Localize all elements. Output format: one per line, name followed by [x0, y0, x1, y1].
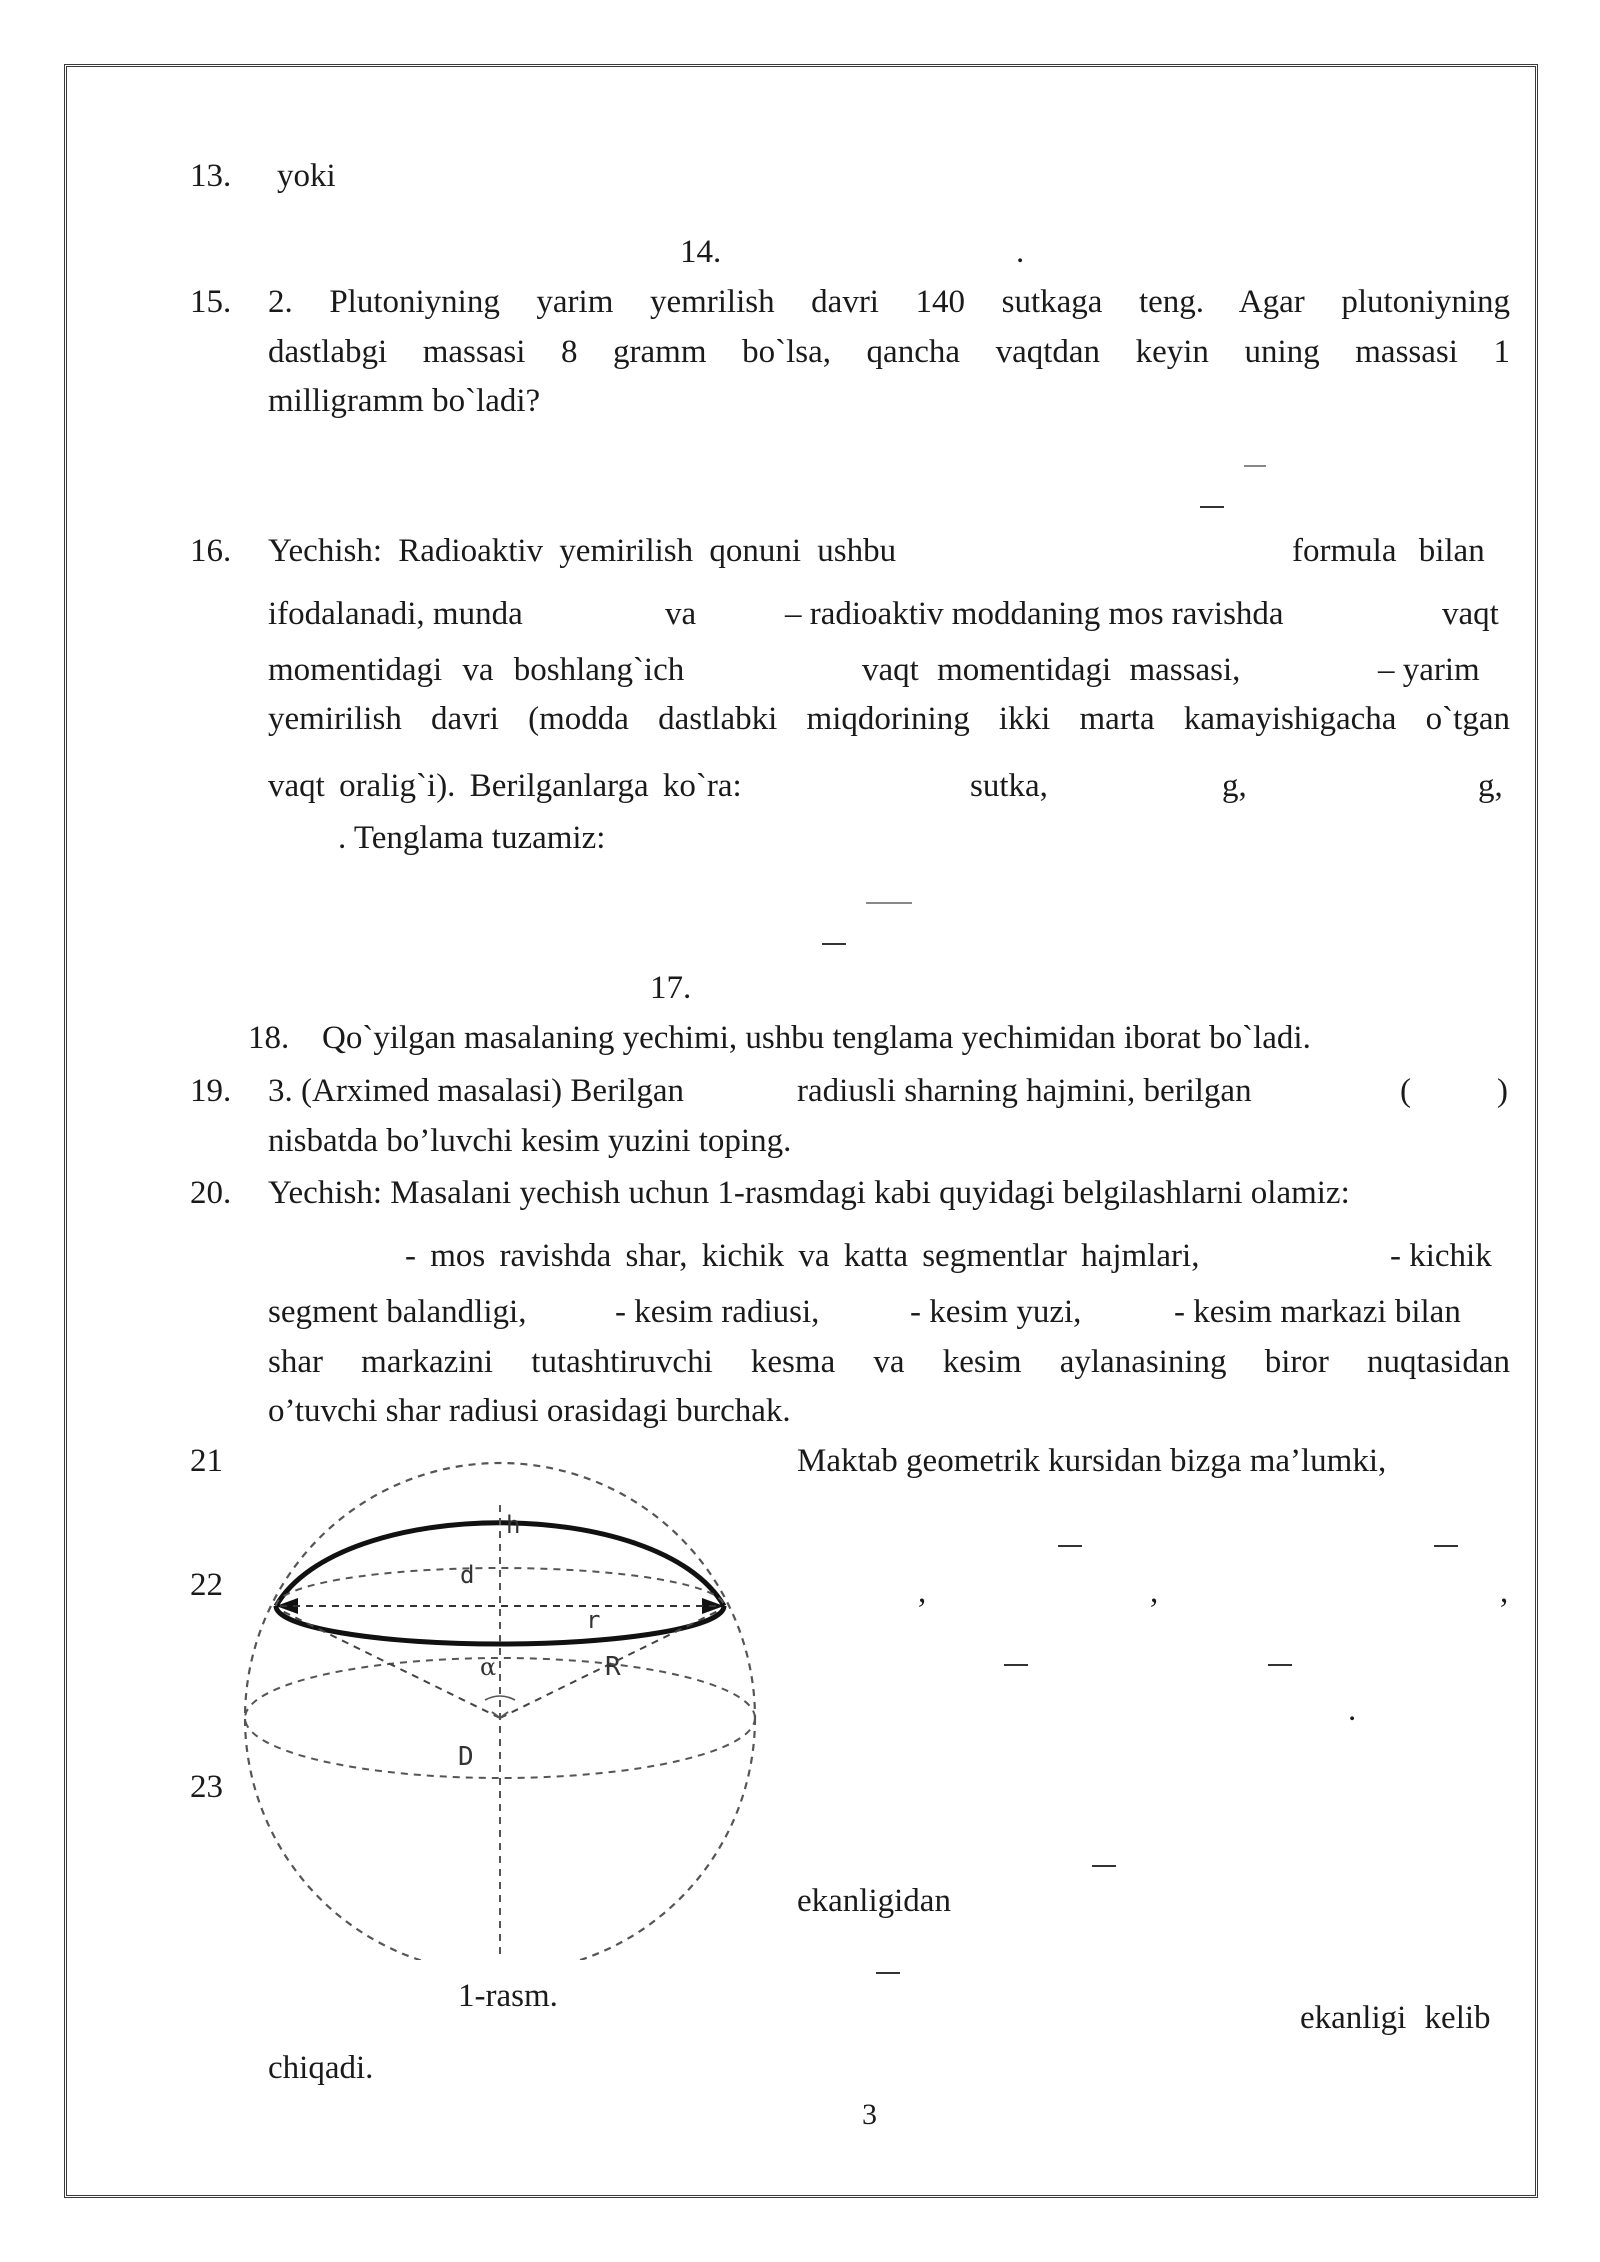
line-number-23: 23	[190, 1769, 223, 1805]
fraction-bar	[876, 1972, 900, 1974]
label-R: R	[605, 1652, 621, 1682]
solution-2-line-1: Yechish: Masalani yechish uchun 1-rasmdagi kabi quyidagi belgilashlarni olamiz:	[268, 1175, 1350, 1211]
line-number-15: 15.	[190, 284, 232, 320]
label-d: d	[460, 1561, 475, 1589]
figure-caption: 1-rasm.	[458, 1978, 558, 2014]
fraction-bar	[1200, 506, 1224, 508]
solution-1-line-3c: – yarim	[1378, 652, 1480, 688]
problem-3-line-1d: )	[1497, 1073, 1508, 1109]
solution-2-line-4: shar markazini tutashtiruvchi kesma va kesim aylanasining biror nuqtasidan	[268, 1344, 1510, 1380]
text-chiqadi: chiqadi.	[268, 2050, 374, 2086]
solution-2-line-5: o’tuvchi shar radiusi orasidagi burchak.	[268, 1393, 791, 1429]
solution-1-part-a: Yechish: Radioaktiv yemirilish qonuni ushbu	[268, 533, 897, 569]
solution-1-line-3b: vaqt momentidagi massasi,	[862, 652, 1241, 688]
problem-2-line-2: dastlabgi massasi 8 gramm bo`lsa, qancha vaqtdan keyin uning massasi 1	[268, 334, 1510, 370]
label-h: h	[506, 1511, 521, 1539]
line-number-19: 19.	[190, 1073, 232, 1109]
solution-2-line-3b: - kesim radiusi,	[615, 1294, 820, 1330]
solution-2-line-3c: - kesim yuzi,	[910, 1294, 1082, 1330]
problem-3-line-2: nisbatda bo’luvchi kesim yuzini toping.	[268, 1123, 792, 1159]
radius-line-left	[280, 1610, 500, 1718]
line-number-18: 18.	[248, 1020, 290, 1056]
problem-2-line-1: 2. Plutoniyning yarim yemrilish davri 140 sutkaga teng. Agar plutoniyning	[268, 284, 1510, 320]
text-ekanligidan: ekanligidan	[797, 1883, 951, 1919]
formula-comma: ,	[1500, 1574, 1509, 1610]
solution-1-line-2c: – radioaktiv moddaning mos ravishda	[785, 596, 1284, 632]
problem-3-line-1a: 3. (Arximed masalasi) Berilgan	[268, 1073, 685, 1109]
solution-2-line-3d: - kesim markazi bilan	[1174, 1294, 1461, 1330]
solution-2-line-3a: segment balandligi,	[268, 1294, 527, 1330]
solution-1-line-5a: vaqt oralig`i). Berilganlarga ko`ra:	[268, 768, 742, 804]
solution-2-line-2a: - mos ravishda shar, kichik va katta segmentlar hajmlari,	[405, 1238, 1200, 1274]
fraction-bar	[1004, 1664, 1028, 1666]
solution-2-line-2b: - kichik	[1390, 1238, 1492, 1274]
text-ekanligi-kelib: ekanligi kelib	[1300, 2000, 1491, 2036]
solution-1-line-3a: momentidagi va boshlang`ich	[268, 652, 685, 688]
line-number-20: 20.	[190, 1175, 232, 1211]
page-number: 3	[862, 2098, 877, 2131]
label-r: r	[586, 1606, 601, 1634]
fraction-bar	[866, 902, 912, 904]
solution-1-part-b: formula bilan	[1292, 533, 1485, 569]
line-number-13: 13.	[190, 158, 232, 194]
label-alpha: α	[480, 1653, 497, 1681]
sphere-figure	[240, 1460, 780, 1960]
fraction-bar	[1244, 465, 1266, 467]
formula-period: .	[1348, 1692, 1357, 1728]
fraction-bar	[1434, 1545, 1458, 1547]
solution-1-line-4: yemirilish davri (modda dastlabki miqdorining ikki marta kamayishigacha o`tgan	[268, 701, 1510, 737]
line-number-16: 16.	[190, 533, 232, 569]
line-number-17: 17.	[650, 970, 692, 1006]
formula-comma: ,	[918, 1574, 927, 1610]
formula-comma: ,	[1150, 1574, 1159, 1610]
label-D: D	[458, 1742, 474, 1772]
line-number-14: 14.	[680, 234, 722, 270]
solution-1-line-2a: ifodalanadi, munda	[268, 596, 523, 632]
solution-1-line-6: . Tenglama tuzamiz:	[338, 820, 606, 856]
problem-3-line-1b: radiusli sharning hajmini, berilgan	[797, 1073, 1252, 1109]
solution-1-line-5b: sutka,	[970, 768, 1048, 804]
solution-1-line-5c: g,	[1222, 768, 1247, 804]
problem-2-line-3: milligramm bo`ladi?	[268, 383, 541, 419]
angle-arc	[485, 1696, 515, 1700]
line-number-22: 22	[190, 1567, 223, 1603]
solution-1-line-2d: vaqt	[1442, 596, 1499, 632]
problem-3-line-1c: (	[1400, 1073, 1411, 1109]
fraction-bar	[1268, 1664, 1292, 1666]
line-number-21: 21	[190, 1443, 223, 1479]
text-21: Maktab geometrik kursidan bizga ma’lumki,	[797, 1443, 1387, 1479]
text-13: yoki	[277, 158, 336, 194]
text-14-dot: .	[1016, 234, 1025, 270]
fraction-bar	[1092, 1865, 1116, 1867]
fraction-bar	[822, 943, 846, 945]
solution-1-line-2b: va	[665, 596, 697, 632]
solution-1-line-5d: g,	[1478, 768, 1503, 804]
fraction-bar	[1058, 1545, 1082, 1547]
text-18: Qo`yilgan masalaning yechimi, ushbu tenglama yechimidan iborat bo`ladi.	[322, 1020, 1311, 1056]
